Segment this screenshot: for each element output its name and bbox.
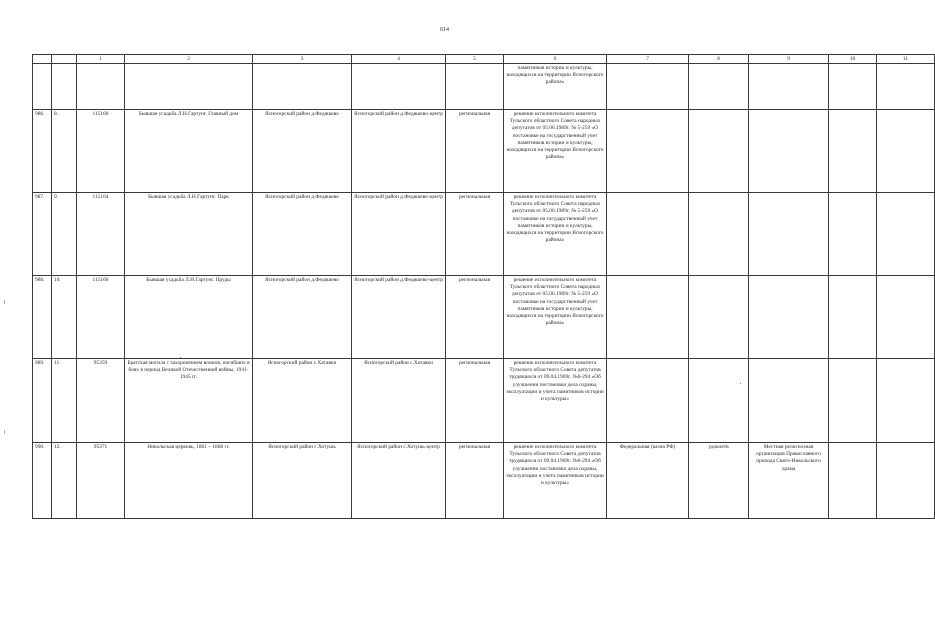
object-name: Бывшая усадьба Л.Н.Гартунг. Пруды (125, 276, 253, 359)
object-code: 115164 (77, 193, 125, 276)
row-number: 12. (52, 443, 77, 519)
heritage-register-table (32, 54, 935, 519)
table-row (33, 110, 935, 193)
scan-speck (4, 430, 5, 434)
object-code: 95371 (77, 443, 125, 519)
table-row (33, 359, 935, 443)
category-cell: региональная (446, 359, 504, 443)
table-row (33, 276, 935, 359)
header-cell: 3 (253, 55, 352, 64)
address-cell: Ясногорский район д.Федяшево-центр (352, 193, 446, 276)
header-cell: 1 (77, 55, 125, 64)
condition-cell (689, 110, 749, 193)
table-row (33, 443, 935, 519)
document-cell: решение исполнительного комитета Тульского областного Совета народных депутатов от 05.06.1989г. № 5-259 «О постановке на государственный учет памятников истории и культуры, находящихся на территории Ясногорского района» (504, 110, 607, 193)
ownership-cell: Федеральная (казна РФ) (607, 443, 689, 519)
continuation-row (33, 64, 935, 110)
condition-cell (689, 276, 749, 359)
row-number: 8. (52, 110, 77, 193)
header-cell: 2 (125, 55, 253, 64)
scan-speck (4, 300, 5, 304)
object-name: Бывшая усадьба Л.Н.Гартунг. Парк (125, 193, 253, 276)
user-cell (749, 359, 829, 443)
address-cell: Ясногорский район с.Хотушь-центр (352, 443, 446, 519)
ownership-cell (607, 359, 689, 443)
document-cell: решение исполнительного комитета Тульского областного Совета депутатов трудящихся от 09.04.1969г. №6-294 «Об улучшении постановки дела охраны, эксплуатации и учета памятников истории и культуры» (504, 443, 607, 519)
address-cell: Ясногорский район с.Хатавки (352, 359, 446, 443)
page-number: 614 (440, 27, 449, 33)
row-number: 11. (52, 359, 77, 443)
condition-cell (689, 193, 749, 276)
header-cell (52, 55, 77, 64)
object-name: Братская могила с захоронением воинов, погибших в боях в период Великой Отечественной войны, 1941-1945 гг. (125, 359, 253, 443)
header-cell (33, 55, 52, 64)
header-cell: 5 (446, 55, 504, 64)
header-cell: 9 (749, 55, 829, 64)
user-cell (749, 193, 829, 276)
document-cell: решение исполнительного комитета Тульского областного Совета депутатов трудящихся от 09.04.1969г. №6-294 «Об улучшении постановки дела охраны, эксплуатации и учета памятников истории и культуры» (504, 359, 607, 443)
header-cell: 8 (689, 55, 749, 64)
district-cell: Ясногорский район с.Хотушь (253, 443, 352, 519)
col11-cell (877, 359, 935, 443)
col10-cell (829, 443, 877, 519)
header-cell: 10 (829, 55, 877, 64)
document-cell: решение исполнительного комитета Тульского областного Совета народных депутатов от 05.06.1989г. № 5-259 «О постановке на государственный учет памятников истории и культуры, находящихся на территории Ясногорского района» (504, 193, 607, 276)
document-cell: памятников истории и культуры, находящихся на территории Ясногорского района» (504, 64, 607, 110)
row-number: 10. (52, 276, 77, 359)
header-cell: 11 (877, 55, 935, 64)
condition-cell: удовлетв (689, 443, 749, 519)
district-cell: Ясногорский район д.Федяшево (253, 110, 352, 193)
scan-speck (740, 383, 741, 384)
address-cell: Ясногорский район д.Федяшево-центр (352, 276, 446, 359)
object-name: Никольская церковь, 1861 – 1868 гг. (125, 443, 253, 519)
header-cell: 7 (607, 55, 689, 64)
category-cell: региональная (446, 276, 504, 359)
col10-cell (829, 276, 877, 359)
district-cell: Ясногорский район с.Хатавки (253, 359, 352, 443)
object-code: 95359 (77, 359, 125, 443)
row-index: 988. (33, 276, 52, 359)
user-cell (749, 110, 829, 193)
col10-cell (829, 110, 877, 193)
category-cell: региональная (446, 443, 504, 519)
ownership-cell (607, 193, 689, 276)
row-index: 987. (33, 193, 52, 276)
category-cell: региональная (446, 193, 504, 276)
object-code: 115166 (77, 276, 125, 359)
col11-cell (877, 443, 935, 519)
row-index: 986. (33, 110, 52, 193)
col11-cell (877, 110, 935, 193)
header-cell: 6 (504, 55, 607, 64)
user-cell: Местная религиозная организация Православного прихода Свято-Никольского храма (749, 443, 829, 519)
object-code: 115160 (77, 110, 125, 193)
scan-speck (180, 357, 181, 358)
row-index: 990. (33, 443, 52, 519)
col10-cell (829, 193, 877, 276)
table-header-row (33, 55, 935, 64)
ownership-cell (607, 110, 689, 193)
row-number: 9. (52, 193, 77, 276)
row-index: 989. (33, 359, 52, 443)
table-row (33, 193, 935, 276)
district-cell: Ясногорский район д.Федяшево (253, 276, 352, 359)
ownership-cell (607, 276, 689, 359)
col10-cell (829, 359, 877, 443)
district-cell: Ясногорский район д.Федяшево (253, 193, 352, 276)
header-cell: 4 (352, 55, 446, 64)
category-cell: региональная (446, 110, 504, 193)
col11-cell (877, 276, 935, 359)
user-cell (749, 276, 829, 359)
condition-cell (689, 359, 749, 443)
address-cell: Ясногорский район д.Федяшево-центр (352, 110, 446, 193)
col11-cell (877, 193, 935, 276)
object-name: Бывшая усадьба Л.Н.Гартунг. Главный дом (125, 110, 253, 193)
document-cell: решение исполнительного комитета Тульского областного Совета народных депутатов от 05.06.1989г. № 5-259 «О постановке на государственный учет памятников истории и культуры, находящихся на территории Ясногорского района» (504, 276, 607, 359)
